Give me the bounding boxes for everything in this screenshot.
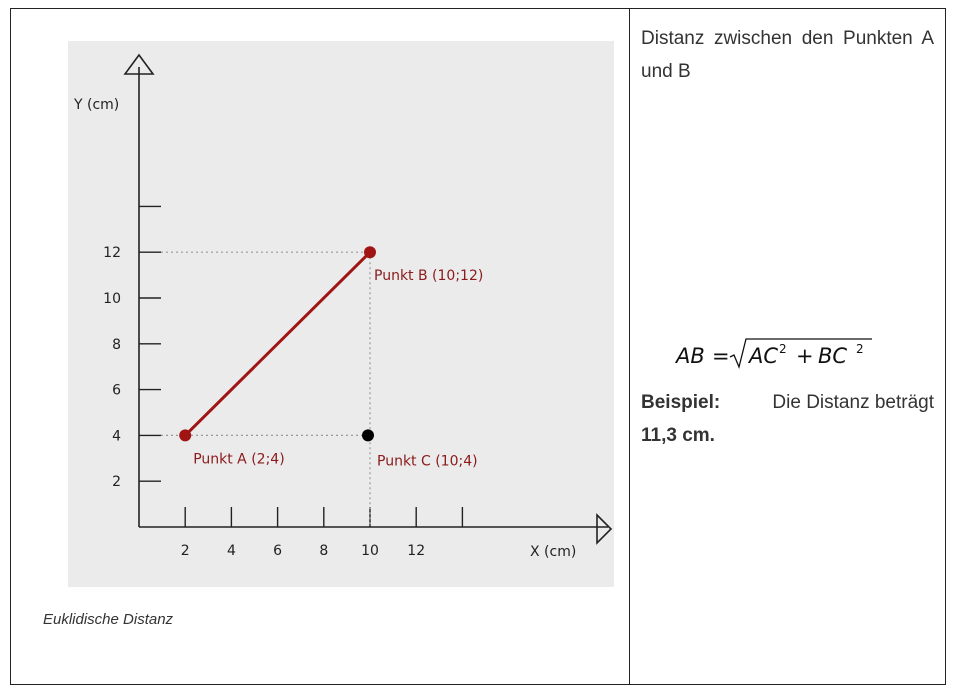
y-tick-label: 4 — [112, 428, 121, 445]
example-value: 11,3 cm. — [641, 425, 715, 446]
point-a-label: Punkt A (2;4) — [193, 451, 285, 468]
formula-exp1: 2 — [779, 342, 787, 356]
x-tick-label: 10 — [361, 543, 379, 559]
right-cell-title: Distanz zwischen den Punkten A und B — [641, 28, 934, 82]
formula-exp2: 2 — [856, 342, 864, 356]
diagram-caption: Euklidische Distanz — [43, 611, 174, 628]
x-tick-label: 12 — [407, 543, 426, 559]
point-b — [364, 246, 376, 258]
x-tick-label: 4 — [226, 543, 236, 559]
x-tick-label: 8 — [319, 543, 329, 559]
y-tick-label: 2 — [112, 474, 121, 491]
formula-term1: AC — [749, 344, 779, 368]
x-tick-label: 6 — [273, 543, 283, 559]
x-axis-label: X (cm) — [530, 544, 577, 560]
point-a — [179, 429, 191, 441]
formula-equals: = — [712, 344, 730, 368]
distance-formula — [672, 333, 882, 373]
formula-term2: BC — [818, 344, 848, 368]
y-tick-label: 10 — [103, 291, 121, 307]
x-tick-label: 2 — [180, 543, 190, 559]
example-block — [641, 386, 934, 452]
column-divider — [629, 8, 630, 685]
y-tick-label: 6 — [112, 382, 121, 399]
example-text: Die Distanz beträgt — [772, 392, 934, 413]
point-c-label: Punkt C (10;4) — [377, 453, 478, 470]
formula-plus: + — [796, 344, 814, 368]
y-axis-label: Y (cm) — [74, 97, 120, 113]
x-axis-arrow — [597, 515, 611, 543]
segment-ab — [185, 252, 370, 435]
y-tick-label: 12 — [103, 245, 121, 262]
diagram-panel — [68, 41, 614, 587]
euclidean-distance-diagram — [68, 41, 614, 587]
point-b-label: Punkt B (10;12) — [374, 268, 484, 285]
formula-lhs: AB — [676, 344, 705, 368]
point-c — [362, 429, 374, 441]
y-tick-label: 8 — [112, 336, 121, 353]
example-label: Beispiel: — [641, 392, 721, 413]
